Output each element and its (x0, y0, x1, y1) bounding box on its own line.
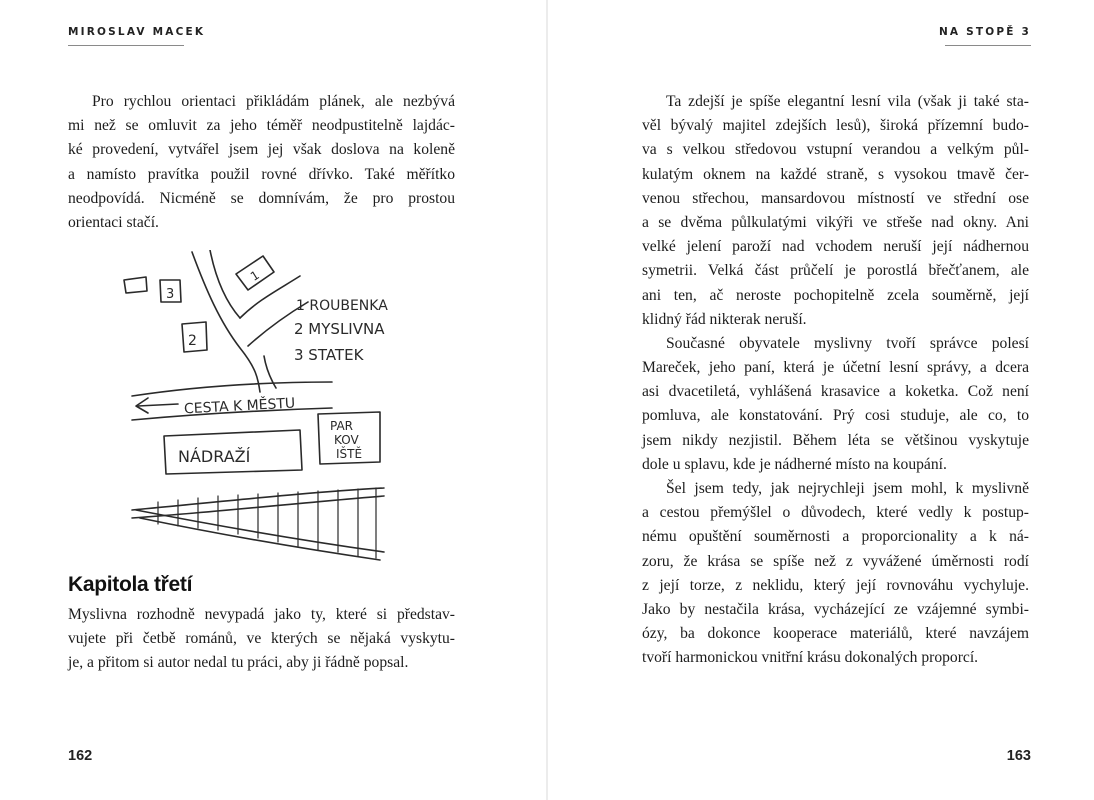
text-line: je, a přitom si autor nedal tu práci, aby ji řádně popsal. (68, 654, 409, 672)
text-line: Pro rychlou orientaci přikládám plánek, ale nezbývá (92, 93, 455, 110)
text-line: venou střechou, mansardovou místností ve střední ose (642, 189, 1029, 207)
text-line: vujete při četbě románů, ve kterých se nějaká vyskytu- (68, 630, 455, 648)
text-line: a se dvěma půlkulatými vikýři ve střeše nad okny. Ani (642, 213, 1029, 231)
right-page (547, 0, 1094, 800)
text-line: kulatým oknem na každé straně, s vysokou tmavě čer- (642, 165, 1029, 183)
text-line: a namísto pravítka použil rovné dřívko. Také měřítko (68, 165, 455, 183)
map-road-label: CESTA K MĚSTU (183, 395, 296, 418)
text-line: mi než se omluvit za jeho téměř neodpustitelně lajdác- (68, 117, 455, 135)
intro-paragraph (68, 90, 455, 235)
text-line: dole u splavu, kde je nádherné místo na koupání. (642, 455, 947, 473)
chapter-paragraph (68, 603, 455, 676)
page-number-left: 162 (68, 748, 93, 764)
text-line: ani ten, ač neroste pochopitelně zcela souměrně, její (642, 286, 1029, 304)
text-line: ké provedení, vytvářel jsem jej však doslova na koleně (68, 141, 455, 159)
text-line: Ta zdejší je spíše elegantní lesní vila (však ji také sta- (666, 93, 1029, 110)
text-line: Myslivna rozhodně nevypadá jako ty, které si představ- (68, 606, 455, 623)
text-line: symetrii. Velká část průčelí je porostlá břečťanem, ale (642, 262, 1029, 280)
right-text-block (642, 90, 1029, 671)
text-line: neodpovídá. Nicméně se domnívám, že pro prostou (68, 189, 455, 207)
text-line: Mareček, jeho paní, která je účetní lesní správy, a dcera (642, 359, 1029, 377)
map-parking-label-3: IŠTĚ (336, 447, 363, 461)
map-parking-label-2: KOV (334, 433, 359, 447)
map-number-3: 3 (166, 287, 175, 302)
hand-drawn-map (118, 250, 393, 562)
map-legend-1: 1 ROUBENKA (296, 298, 388, 314)
text-line: věl bývalý majitel zdejších lesů), široká přízemní budo- (642, 117, 1029, 135)
text-line: z její torze, z neklidu, který její rovnováhu vychyluje. (642, 576, 1029, 594)
text-line: ózy, ba dokonce kooperace materiálů, které navzájem (642, 625, 1029, 643)
map-road-top (132, 382, 332, 396)
text-line: Současné obyvatele myslivny tvoří správce polesí (666, 334, 1029, 352)
text-line: pomluva, ale konstatování. Prý cosi studuje, ale co, to (642, 407, 1029, 425)
map-station-label: NÁDRAŽÍ (178, 447, 251, 466)
map-rail-4 (140, 518, 380, 560)
text-line: zoru, že krása se spíše než z vyvážené úměrnosti rodí (642, 552, 1029, 570)
text-line: orientaci stačí. (68, 213, 159, 231)
map-sketch (118, 250, 393, 562)
map-parking-label-1: PAR (330, 419, 354, 433)
map-rail-3 (136, 510, 384, 552)
map-road-arrow-shaft (138, 404, 178, 406)
text-line: velké jelení paroží nad vchodem neruší její nádhernou (642, 238, 1029, 256)
text-line: a cestou přemýšlel o důvodech, které vedly k postup- (642, 504, 1029, 522)
map-legend-2: 2 MYSLIVNA (294, 320, 385, 338)
map-path-right (240, 276, 300, 318)
text-line: tvoří harmonickou vnitřní krásu dokonalých proporcí. (642, 649, 979, 667)
running-head-title: NA STOPĚ 3 (938, 26, 1031, 38)
chapter-heading: Kapitola třetí (68, 573, 193, 596)
map-number-1: 1 (247, 267, 262, 284)
text-line: va s velkou středovou vstupní verandou a velkým půl- (642, 141, 1029, 159)
running-head-rule (945, 45, 1031, 46)
page-number-right: 163 (1006, 748, 1031, 764)
text-line: Jako by nestačila krása, vycházející ze vzájemné symbi- (642, 600, 1029, 618)
running-head-author: MIROSLAV MACEK (68, 26, 206, 38)
map-house-small (124, 277, 147, 293)
text-line: klidný řád nikterak neruší. (642, 310, 807, 328)
text-line: jsem nikdy nezjistil. Během léta se většinou vyskytuje (642, 431, 1029, 449)
map-legend-3: 3 STATEK (294, 346, 364, 364)
running-head-rule (68, 45, 184, 46)
map-rail-sleepers (158, 488, 376, 558)
map-number-2: 2 (188, 333, 197, 349)
text-line: Šel jsem tedy, jak nejrychleji jsem mohl, k myslivně (666, 480, 1029, 497)
text-line: asi dvacetiletá, vyhlášená krasavice a koketka. Což není (642, 383, 1029, 401)
text-line: nému opuštění souměrnosti a proporcionality a k ná- (642, 528, 1029, 546)
